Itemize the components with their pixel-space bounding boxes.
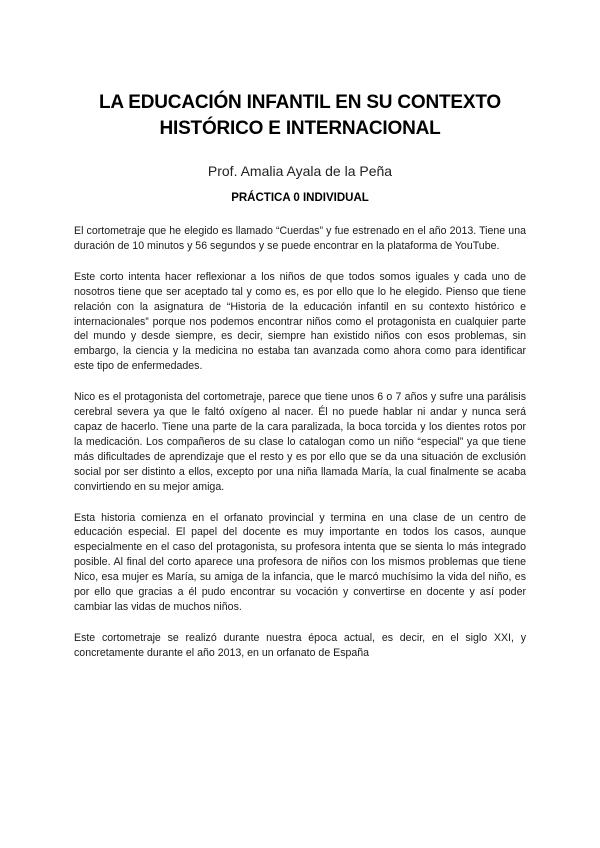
document-subtitle: PRÁCTICA 0 INDIVIDUAL <box>231 192 369 204</box>
title-line-1: LA EDUCACIÓN INFANTIL EN SU CONTEXTO <box>98 92 502 113</box>
paragraph-1: El cortometraje que he elegido es llamado “Cuerdas” y fue estrenado en el año 2013. Tiene una duración de 10 minutos y 56 segundos y se puede encontrar en la plataforma de YouTube. <box>74 225 526 252</box>
title-line-2: HISTÓRICO E INTERNACIONAL <box>159 118 441 139</box>
document-body <box>74 224 526 661</box>
paragraph-2: Este corto intenta hacer reflexionar a los niños de que todos somos iguales y cada uno de nosotros tiene que ser aceptado tal y como es, es por ello que lo he elegido. Pienso que tiene relación con la asignatura de “Historia de la educación infantil en su contexto histórico e internacionales” porque nos podemos encontrar niños como el protagonista en cualquier parte del mundo y desde siempre, es decir, siempre han existido niños con esos problemas, sin embargo, la ciencia y la medicina no estaba tan avanzada como ahora como para identificar este tipo de enfermedades. <box>74 270 526 373</box>
author-name: Prof. Amalia Ayala de la Peña <box>207 163 393 179</box>
paragraph-4: Esta historia comienza en el orfanato provincial y termina en una clase de un centro de educación especial. El papel del docente es muy importante en todos los casos, aunque especialmente en el caso del protagonista, su profesora intenta que se sienta lo más integrado posible. Al final del corto aparece una profesora de niños con los mismos problemas que tiene Nico, esa mujer es María, su amiga de la infancia, que le marcó muchísimo la vida del niño, es por ello que gracias a él pudo encontrar su vocación y convertirse en docente y así poder cambiar las vidas de muchos niños. <box>74 511 526 613</box>
document-title <box>74 90 526 142</box>
paragraph-5: Este cortometraje se realizó durante nuestra época actual, es decir, en el siglo XXI, y concretamente durante el año 2013, en un orfanato de España <box>74 631 526 659</box>
paragraph-3: Nico es el protagonista del cortometraje, parece que tiene unos 6 o 7 años y sufre una parálisis cerebral severa ya que le faltó oxígeno al nacer. Él no puede hablar ni andar y nunca será capaz de hacerlo. Tiene una parte de la cara paralizada, la boca torcida y los dientes rotos por la medicación. Los compañeros de su clase lo catalogan como un niño “especial” ya que tiene más dificultades de aprendizaje que el resto y es por ello que se da una situación de exclusión social por ser distinto a ellos, excepto por una niña llamada María, la cual finalmente se acaba convirtiendo en su mejor amiga. <box>74 391 526 493</box>
